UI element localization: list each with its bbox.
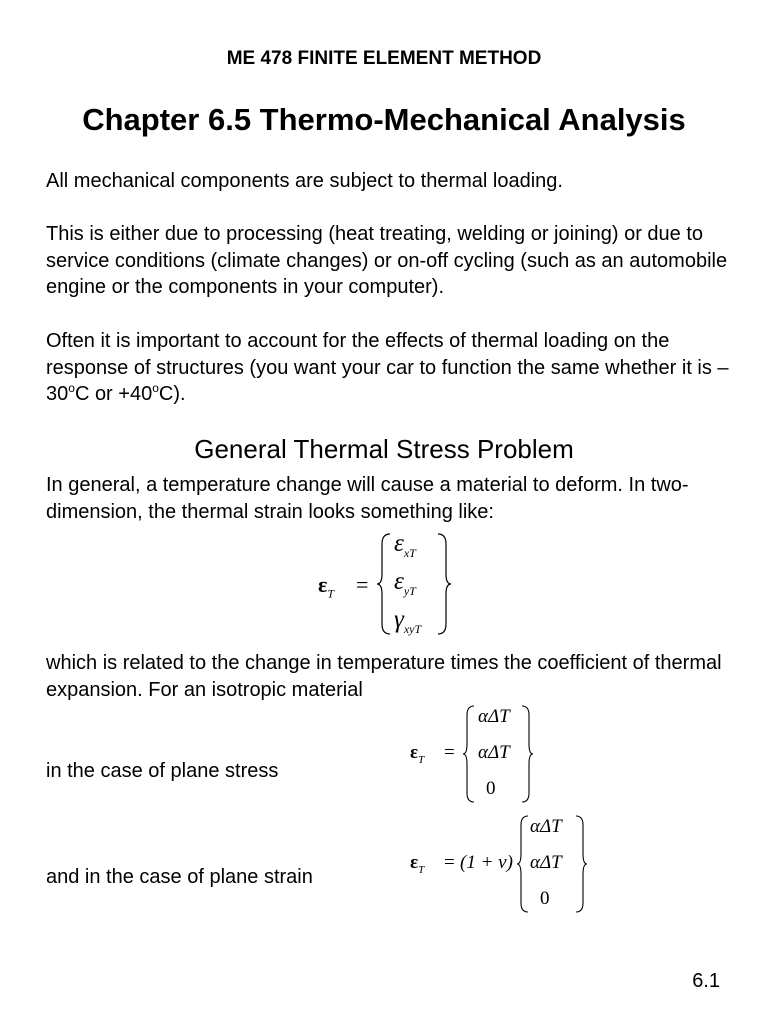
vector-entry: αΔT (478, 742, 510, 763)
vector-entry: 0 (486, 778, 496, 799)
section-paragraph-1: In general, a temperature change will cause a material to deform. In two-dimension, the thermal strain looks something like: (46, 474, 689, 523)
right-brace (574, 814, 588, 914)
equation-equals: = (356, 572, 369, 597)
vector-entry: αΔT (478, 706, 510, 727)
left-brace (462, 704, 476, 804)
right-brace (436, 532, 452, 636)
thermal-strain-equation (316, 528, 456, 640)
left-brace (376, 532, 392, 636)
chapter-title: Chapter 6.5 Thermo-Mechanical Analysis (82, 102, 686, 137)
page-number: 6.1 (692, 970, 720, 992)
degree-symbol: o (152, 381, 159, 395)
degree-symbol: o (68, 381, 75, 395)
equation-lhs: $\varepsilon_T$ (410, 742, 425, 766)
section-paragraph-2: which is related to the change in temperature times the coefficient of thermal expansion. For an isotropic material (46, 652, 722, 701)
equation-lhs: $\varepsilon_T$ (318, 572, 335, 601)
plane-stress-label: in the case of plane stress (46, 760, 279, 782)
plane-strain-label: and in the case of plane strain (46, 866, 313, 888)
vector-entry: $\varepsilon_{yT}$ (394, 568, 416, 598)
vector-entry: $\varepsilon_{xT}$ (394, 530, 416, 560)
equation-equals: = (444, 852, 455, 873)
equation-lhs: $\varepsilon_T$ (410, 852, 425, 876)
right-brace (520, 704, 534, 804)
vector-entry: αΔT (530, 816, 562, 837)
intro-paragraph-3-text-a: Often it is important to account for the effects of thermal loading on the response of structures (you want your car to function the same whether it is –30 (46, 330, 729, 405)
intro-paragraph-2: This is either due to processing (heat treating, welding or joining) or due to service conditions (climate changes) or on-off cycling (such as an automobile engine or the components in your computer). (46, 223, 728, 298)
plane-strain-equation (408, 812, 594, 916)
plane-stress-equation (408, 702, 538, 806)
left-brace (516, 814, 530, 914)
intro-paragraph-3-text-b: C or +40 (74, 383, 153, 405)
section-title: General Thermal Stress Problem (194, 434, 574, 464)
equation-equals: = (444, 742, 455, 763)
vector-entry: $\gamma_{xyT}$ (394, 606, 422, 636)
vector-entry: 0 (540, 888, 550, 909)
intro-paragraph-1: All mechanical components are subject to thermal loading. (46, 170, 563, 192)
course-title: ME 478 FINITE ELEMENT METHOD (226, 48, 542, 69)
expansion-factor: (1 + ν) (460, 852, 513, 873)
vector-entry: αΔT (530, 852, 562, 873)
intro-paragraph-3-text-c: C). (158, 383, 186, 405)
intro-paragraph-3 (46, 328, 736, 408)
